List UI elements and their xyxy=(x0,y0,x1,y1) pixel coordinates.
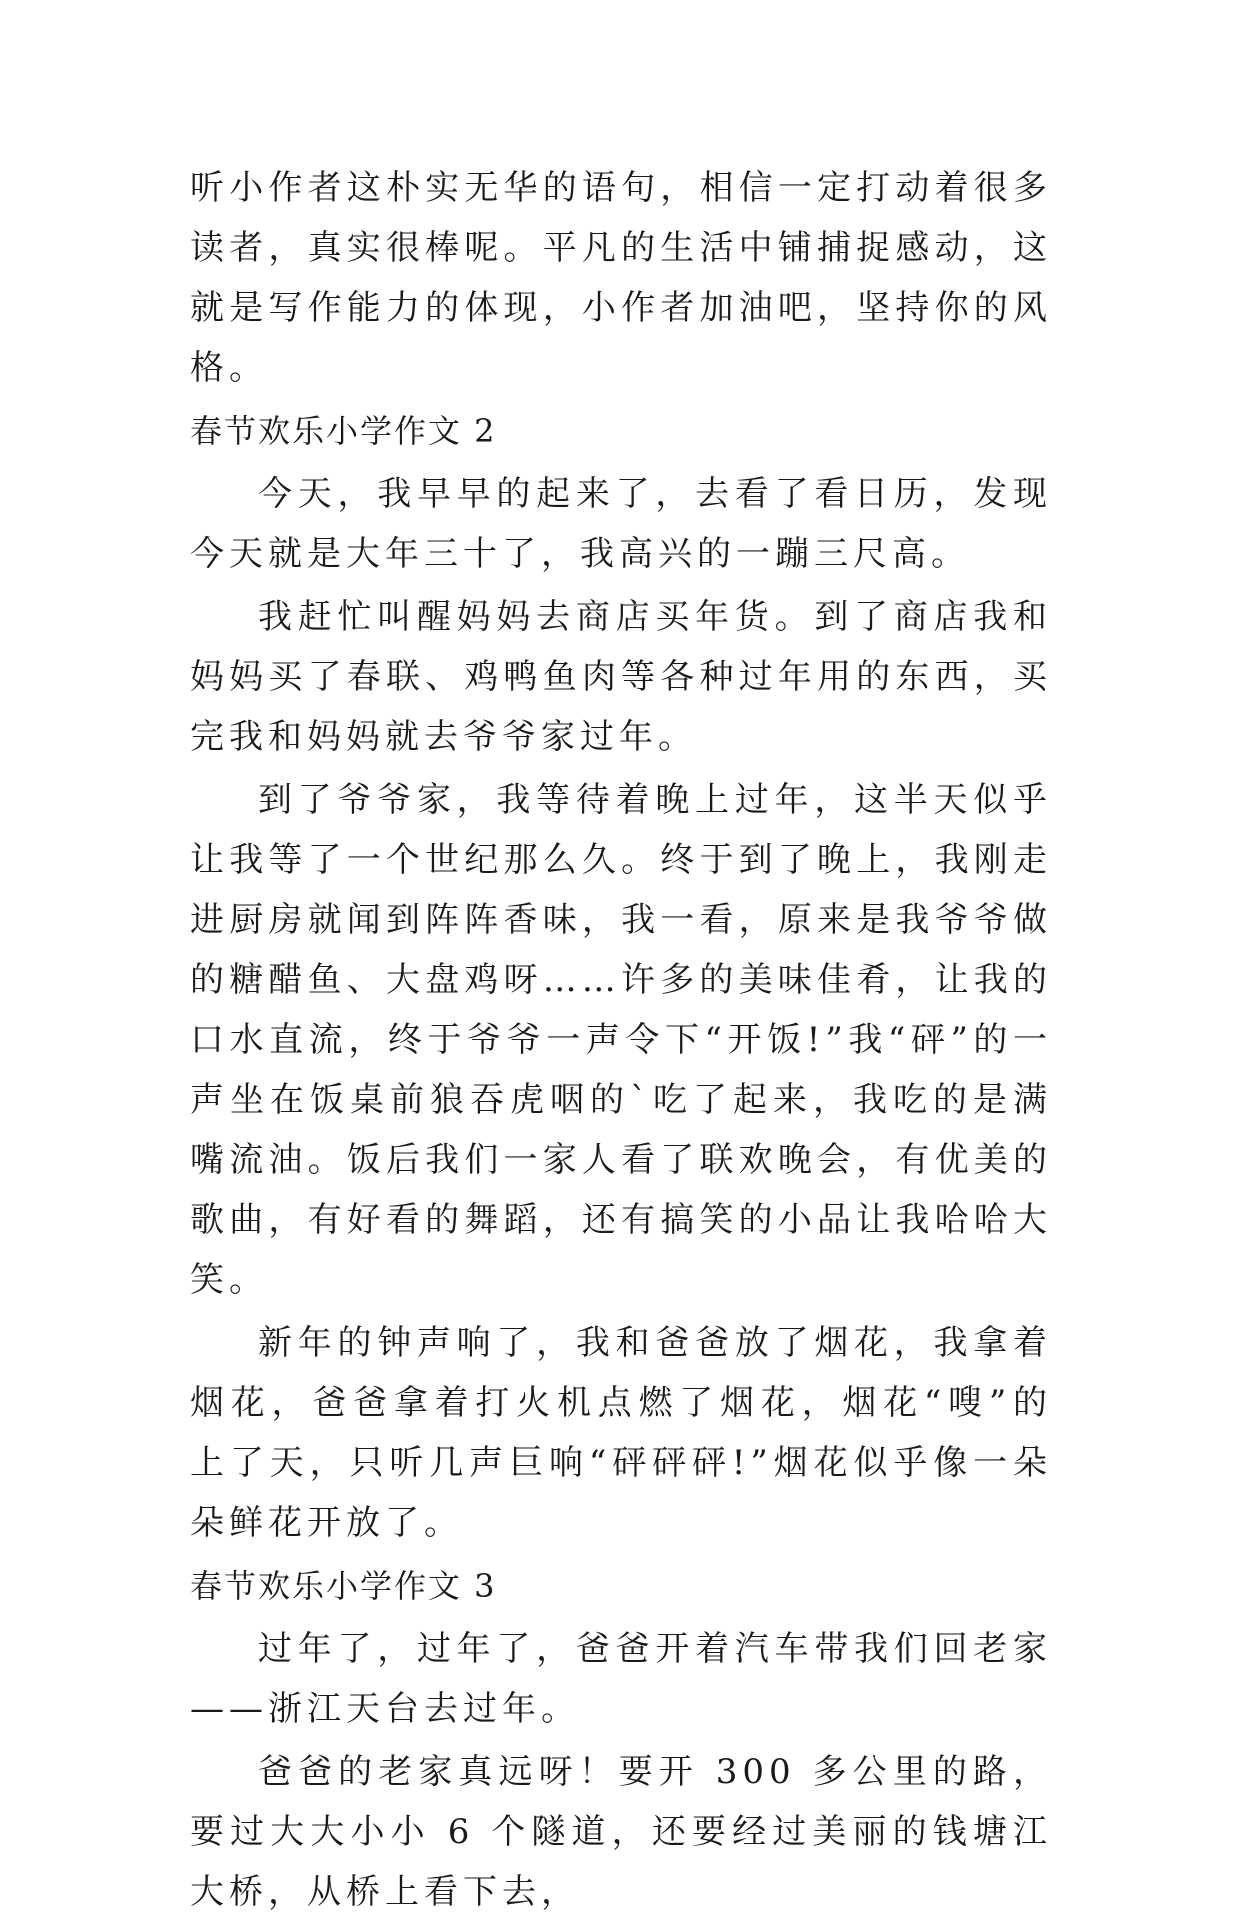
document-page xyxy=(190,158,1052,1925)
essay-3-paragraph-1: 过年了，过年了，爸爸开着汽车带我们回老家——浙江天台去过年。 xyxy=(190,1629,1052,1729)
essay-2-paragraph-1: 今天，我早早的起来了，去看了看日历，发现今天就是大年三十了，我高兴的一蹦三尺高。 xyxy=(190,474,1052,574)
essay-2-paragraph-2: 我赶忙叫醒妈妈去商店买年货。到了商店我和妈妈买了春联、鸡鸭鱼肉等各种过年用的东西，买完我和妈妈就去爷爷家过年。 xyxy=(190,597,1052,757)
essay-2-paragraph-4: 新年的钟声响了，我和爸爸放了烟花，我拿着烟花，爸爸拿着打火机点燃了烟花，烟花“嗖”的上了天，只听几声巨响“砰砰砰!”烟花似乎像一朵朵鲜花开放了。 xyxy=(190,1323,1052,1543)
essay-2-paragraph-3: 到了爷爷家，我等待着晚上过年，这半天似乎让我等了一个世纪那么久。终于到了晚上，我刚走进厨房就闻到阵阵香味，我一看，原来是我爷爷做的糖醋鱼、大盘鸡呀……许多的美味佳肴，让我的口水直流，终于爷爷一声令下“开饭!”我“砰”的一声坐在饭桌前狼吞虎咽的`吃了起来，我吃的是满嘴流油。饭后我们一家人看了联欢晚会，有优美的歌曲，有好看的舞蹈，还有搞笑的小品让我哈哈大笑。 xyxy=(190,780,1052,1300)
intro-comment-paragraph: 听小作者这朴实无华的语句，相信一定打动着很多读者，真实很棒呢。平凡的生活中铺捕捉感动，这就是写作能力的体现，小作者加油吧，坚持你的风格。 xyxy=(190,168,1052,388)
essay-3-paragraph-2: 爸爸的老家真远呀！要开 300 多公里的路，要过大大小小 6 个隧道，还要经过美丽的钱塘江大桥，从桥上看下去， xyxy=(190,1752,1052,1912)
essay-2-title: 春节欢乐小学作文 2 xyxy=(190,412,497,450)
essay-3-title: 春节欢乐小学作文 3 xyxy=(190,1567,497,1605)
